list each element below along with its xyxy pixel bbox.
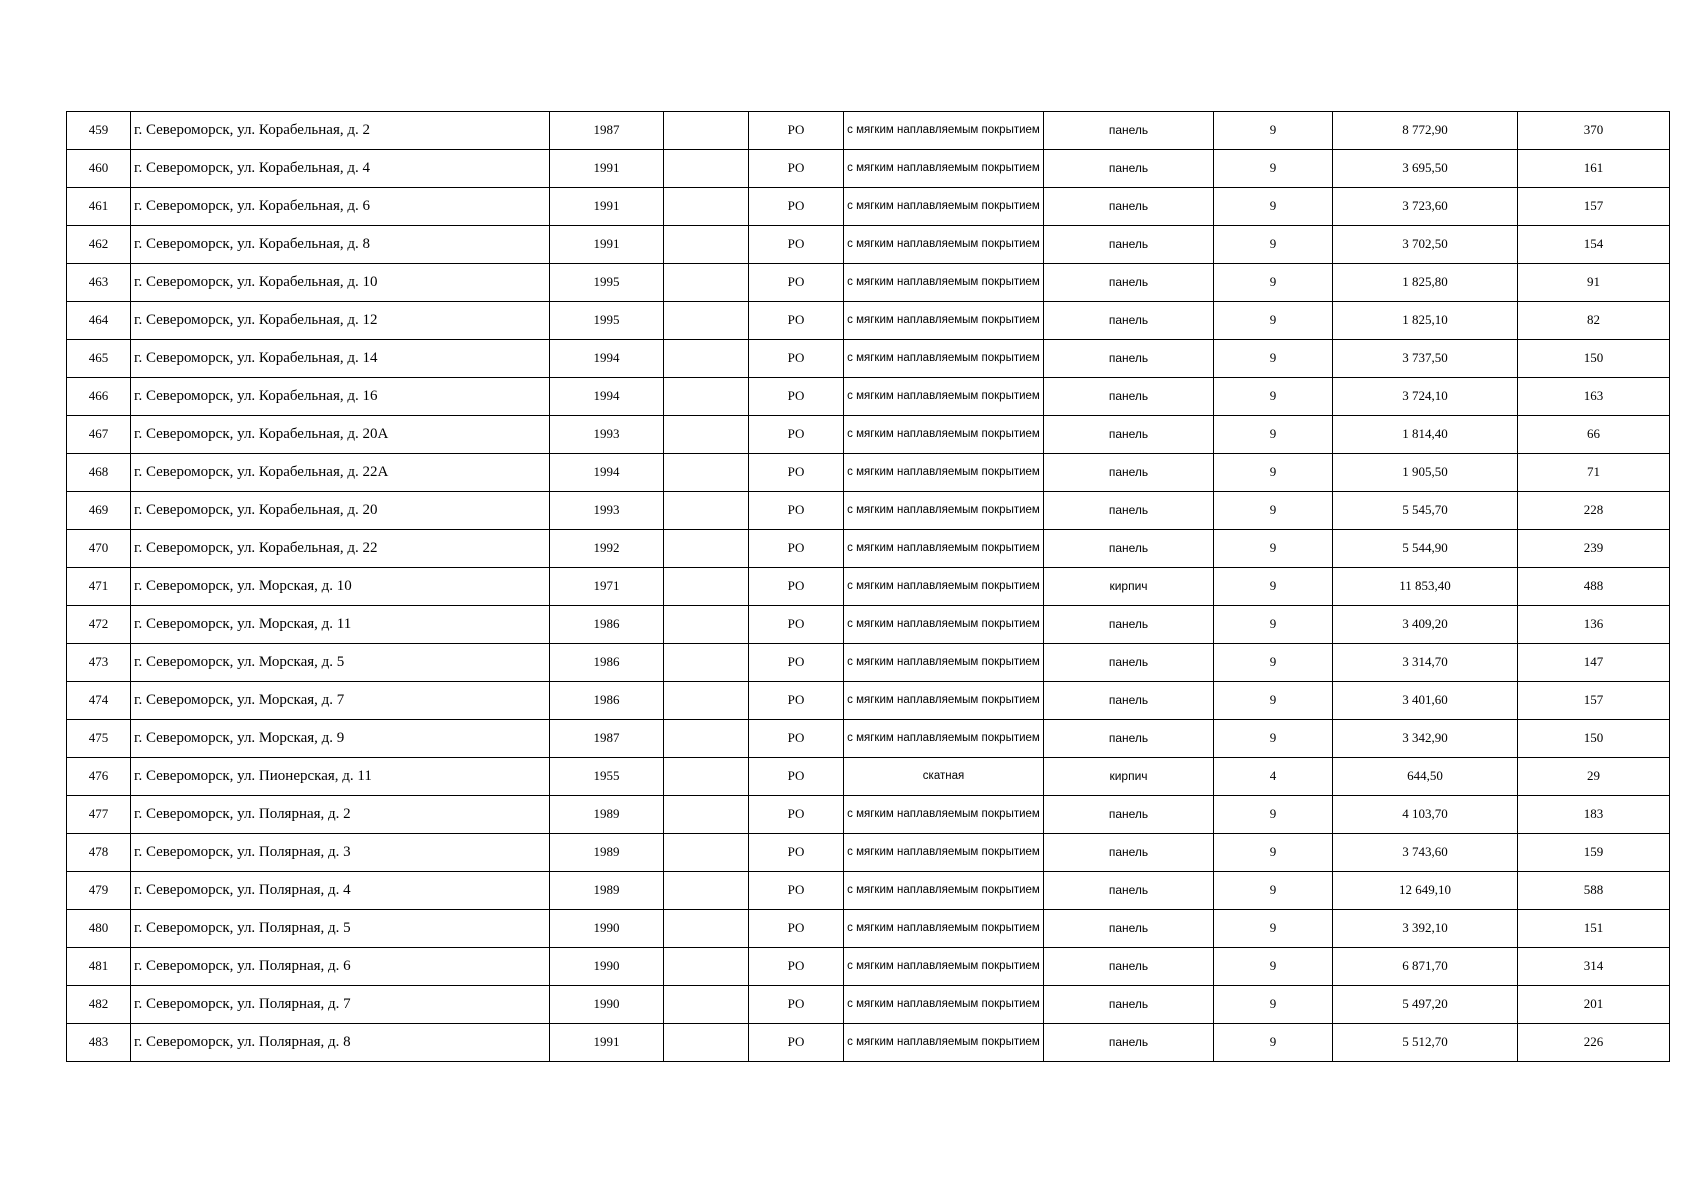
cell-wall-material: панель xyxy=(1044,986,1214,1024)
cell-floors: 9 xyxy=(1214,226,1333,264)
cell-fund: РО xyxy=(749,492,844,530)
cell-year-built: 1990 xyxy=(550,948,664,986)
cell-roof-type: с мягким наплавляемым покрытием xyxy=(844,112,1044,150)
cell-wall-material: панель xyxy=(1044,530,1214,568)
cell-wall-material: панель xyxy=(1044,644,1214,682)
cell-floors: 9 xyxy=(1214,530,1333,568)
cell-residents: 71 xyxy=(1518,454,1670,492)
cell-area: 1 825,80 xyxy=(1333,264,1518,302)
cell-address: г. Североморск, ул. Морская, д. 10 xyxy=(131,568,550,606)
cell-address: г. Североморск, ул. Морская, д. 7 xyxy=(131,682,550,720)
cell-floors: 9 xyxy=(1214,454,1333,492)
cell-floors: 9 xyxy=(1214,378,1333,416)
cell-area: 3 392,10 xyxy=(1333,910,1518,948)
cell-roof-type: с мягким наплавляемым покрытием xyxy=(844,302,1044,340)
cell-area: 11 853,40 xyxy=(1333,568,1518,606)
cell-floors: 9 xyxy=(1214,986,1333,1024)
cell-address: г. Североморск, ул. Корабельная, д. 14 xyxy=(131,340,550,378)
cell-area: 3 342,90 xyxy=(1333,720,1518,758)
cell-floors: 9 xyxy=(1214,910,1333,948)
cell-area: 1 905,50 xyxy=(1333,454,1518,492)
cell-empty xyxy=(664,112,749,150)
cell-residents: 488 xyxy=(1518,568,1670,606)
table-row xyxy=(67,188,1670,226)
cell-fund: РО xyxy=(749,758,844,796)
table-row xyxy=(67,986,1670,1024)
cell-year-built: 1991 xyxy=(550,1024,664,1062)
table-row xyxy=(67,264,1670,302)
cell-residents: 588 xyxy=(1518,872,1670,910)
cell-fund: РО xyxy=(749,226,844,264)
cell-address: г. Североморск, ул. Корабельная, д. 22А xyxy=(131,454,550,492)
cell-area: 5 512,70 xyxy=(1333,1024,1518,1062)
cell-row-number: 465 xyxy=(67,340,131,378)
cell-year-built: 1987 xyxy=(550,112,664,150)
cell-row-number: 463 xyxy=(67,264,131,302)
cell-address: г. Североморск, ул. Полярная, д. 4 xyxy=(131,872,550,910)
cell-residents: 159 xyxy=(1518,834,1670,872)
cell-fund: РО xyxy=(749,454,844,492)
cell-roof-type: с мягким наплавляемым покрытием xyxy=(844,1024,1044,1062)
cell-year-built: 1990 xyxy=(550,986,664,1024)
cell-row-number: 478 xyxy=(67,834,131,872)
cell-empty xyxy=(664,150,749,188)
cell-address: г. Североморск, ул. Корабельная, д. 4 xyxy=(131,150,550,188)
cell-empty xyxy=(664,606,749,644)
cell-wall-material: панель xyxy=(1044,454,1214,492)
cell-empty xyxy=(664,188,749,226)
cell-year-built: 1991 xyxy=(550,150,664,188)
cell-area: 5 544,90 xyxy=(1333,530,1518,568)
cell-residents: 370 xyxy=(1518,112,1670,150)
cell-empty xyxy=(664,378,749,416)
cell-row-number: 460 xyxy=(67,150,131,188)
cell-year-built: 1986 xyxy=(550,606,664,644)
cell-year-built: 1995 xyxy=(550,264,664,302)
cell-row-number: 481 xyxy=(67,948,131,986)
cell-floors: 9 xyxy=(1214,264,1333,302)
cell-address: г. Североморск, ул. Полярная, д. 8 xyxy=(131,1024,550,1062)
cell-fund: РО xyxy=(749,188,844,226)
cell-area: 8 772,90 xyxy=(1333,112,1518,150)
cell-area: 12 649,10 xyxy=(1333,872,1518,910)
cell-roof-type: с мягким наплавляемым покрытием xyxy=(844,188,1044,226)
table-row xyxy=(67,758,1670,796)
cell-fund: РО xyxy=(749,568,844,606)
cell-floors: 9 xyxy=(1214,720,1333,758)
cell-empty xyxy=(664,416,749,454)
cell-area: 644,50 xyxy=(1333,758,1518,796)
cell-empty xyxy=(664,910,749,948)
cell-empty xyxy=(664,302,749,340)
cell-empty xyxy=(664,340,749,378)
table-row xyxy=(67,150,1670,188)
cell-area: 3 314,70 xyxy=(1333,644,1518,682)
cell-floors: 9 xyxy=(1214,302,1333,340)
cell-address: г. Североморск, ул. Корабельная, д. 10 xyxy=(131,264,550,302)
cell-row-number: 473 xyxy=(67,644,131,682)
cell-fund: РО xyxy=(749,112,844,150)
cell-row-number: 466 xyxy=(67,378,131,416)
cell-roof-type: с мягким наплавляемым покрытием xyxy=(844,226,1044,264)
cell-wall-material: панель xyxy=(1044,302,1214,340)
cell-area: 3 695,50 xyxy=(1333,150,1518,188)
cell-row-number: 468 xyxy=(67,454,131,492)
table-row xyxy=(67,910,1670,948)
cell-wall-material: панель xyxy=(1044,226,1214,264)
cell-year-built: 1995 xyxy=(550,302,664,340)
cell-row-number: 479 xyxy=(67,872,131,910)
document-page xyxy=(66,111,1669,1062)
cell-row-number: 476 xyxy=(67,758,131,796)
cell-year-built: 1987 xyxy=(550,720,664,758)
cell-residents: 157 xyxy=(1518,682,1670,720)
cell-address: г. Североморск, ул. Полярная, д. 7 xyxy=(131,986,550,1024)
cell-empty xyxy=(664,264,749,302)
cell-fund: РО xyxy=(749,720,844,758)
cell-address: г. Североморск, ул. Корабельная, д. 12 xyxy=(131,302,550,340)
cell-roof-type: с мягким наплавляемым покрытием xyxy=(844,340,1044,378)
cell-area: 3 737,50 xyxy=(1333,340,1518,378)
cell-year-built: 1989 xyxy=(550,834,664,872)
cell-roof-type: с мягким наплавляемым покрытием xyxy=(844,834,1044,872)
cell-area: 5 497,20 xyxy=(1333,986,1518,1024)
cell-residents: 154 xyxy=(1518,226,1670,264)
cell-address: г. Североморск, ул. Корабельная, д. 6 xyxy=(131,188,550,226)
cell-row-number: 482 xyxy=(67,986,131,1024)
cell-floors: 9 xyxy=(1214,606,1333,644)
cell-year-built: 1993 xyxy=(550,492,664,530)
cell-fund: РО xyxy=(749,378,844,416)
cell-residents: 29 xyxy=(1518,758,1670,796)
cell-floors: 9 xyxy=(1214,188,1333,226)
cell-fund: РО xyxy=(749,948,844,986)
cell-wall-material: панель xyxy=(1044,378,1214,416)
cell-empty xyxy=(664,986,749,1024)
table-row xyxy=(67,1024,1670,1062)
cell-fund: РО xyxy=(749,340,844,378)
table-row xyxy=(67,796,1670,834)
table-row xyxy=(67,226,1670,264)
cell-address: г. Североморск, ул. Корабельная, д. 8 xyxy=(131,226,550,264)
cell-floors: 9 xyxy=(1214,568,1333,606)
cell-fund: РО xyxy=(749,530,844,568)
cell-row-number: 480 xyxy=(67,910,131,948)
table-row xyxy=(67,948,1670,986)
cell-roof-type: с мягким наплавляемым покрытием xyxy=(844,948,1044,986)
cell-area: 3 702,50 xyxy=(1333,226,1518,264)
table-row xyxy=(67,378,1670,416)
cell-row-number: 470 xyxy=(67,530,131,568)
cell-address: г. Североморск, ул. Морская, д. 9 xyxy=(131,720,550,758)
cell-empty xyxy=(664,226,749,264)
cell-area: 1 825,10 xyxy=(1333,302,1518,340)
table-row xyxy=(67,872,1670,910)
cell-floors: 9 xyxy=(1214,340,1333,378)
cell-floors: 9 xyxy=(1214,834,1333,872)
cell-empty xyxy=(664,1024,749,1062)
table-row xyxy=(67,568,1670,606)
cell-row-number: 471 xyxy=(67,568,131,606)
cell-fund: РО xyxy=(749,606,844,644)
cell-roof-type: с мягким наплавляемым покрытием xyxy=(844,910,1044,948)
cell-row-number: 469 xyxy=(67,492,131,530)
cell-fund: РО xyxy=(749,416,844,454)
cell-wall-material: панель xyxy=(1044,796,1214,834)
cell-year-built: 1991 xyxy=(550,226,664,264)
table-row xyxy=(67,454,1670,492)
cell-year-built: 1989 xyxy=(550,796,664,834)
cell-roof-type: с мягким наплавляемым покрытием xyxy=(844,264,1044,302)
cell-row-number: 475 xyxy=(67,720,131,758)
cell-row-number: 477 xyxy=(67,796,131,834)
cell-residents: 91 xyxy=(1518,264,1670,302)
cell-address: г. Североморск, ул. Корабельная, д. 22 xyxy=(131,530,550,568)
cell-empty xyxy=(664,568,749,606)
cell-wall-material: панель xyxy=(1044,606,1214,644)
cell-address: г. Североморск, ул. Морская, д. 11 xyxy=(131,606,550,644)
cell-wall-material: панель xyxy=(1044,416,1214,454)
cell-residents: 147 xyxy=(1518,644,1670,682)
cell-year-built: 1986 xyxy=(550,682,664,720)
cell-address: г. Североморск, ул. Корабельная, д. 20 xyxy=(131,492,550,530)
cell-residents: 183 xyxy=(1518,796,1670,834)
table-row xyxy=(67,606,1670,644)
cell-wall-material: кирпич xyxy=(1044,758,1214,796)
housing-registry-table xyxy=(66,111,1670,1062)
cell-roof-type: с мягким наплавляемым покрытием xyxy=(844,682,1044,720)
table-body xyxy=(67,112,1670,1062)
cell-floors: 9 xyxy=(1214,796,1333,834)
cell-area: 3 401,60 xyxy=(1333,682,1518,720)
cell-wall-material: панель xyxy=(1044,264,1214,302)
cell-area: 5 545,70 xyxy=(1333,492,1518,530)
cell-year-built: 1986 xyxy=(550,644,664,682)
cell-row-number: 483 xyxy=(67,1024,131,1062)
table-row xyxy=(67,302,1670,340)
cell-area: 3 409,20 xyxy=(1333,606,1518,644)
cell-wall-material: панель xyxy=(1044,188,1214,226)
cell-empty xyxy=(664,454,749,492)
cell-row-number: 474 xyxy=(67,682,131,720)
cell-address: г. Североморск, ул. Полярная, д. 6 xyxy=(131,948,550,986)
cell-year-built: 1992 xyxy=(550,530,664,568)
cell-floors: 9 xyxy=(1214,682,1333,720)
cell-address: г. Североморск, ул. Пионерская, д. 11 xyxy=(131,758,550,796)
cell-roof-type: с мягким наплавляемым покрытием xyxy=(844,606,1044,644)
cell-empty xyxy=(664,834,749,872)
cell-floors: 9 xyxy=(1214,644,1333,682)
cell-residents: 82 xyxy=(1518,302,1670,340)
cell-residents: 201 xyxy=(1518,986,1670,1024)
cell-address: г. Североморск, ул. Полярная, д. 3 xyxy=(131,834,550,872)
cell-wall-material: панель xyxy=(1044,492,1214,530)
table-row xyxy=(67,644,1670,682)
cell-wall-material: панель xyxy=(1044,948,1214,986)
cell-row-number: 459 xyxy=(67,112,131,150)
table-row xyxy=(67,682,1670,720)
cell-wall-material: кирпич xyxy=(1044,568,1214,606)
cell-empty xyxy=(664,948,749,986)
cell-floors: 9 xyxy=(1214,112,1333,150)
cell-roof-type: с мягким наплавляемым покрытием xyxy=(844,720,1044,758)
cell-wall-material: панель xyxy=(1044,682,1214,720)
cell-fund: РО xyxy=(749,1024,844,1062)
cell-year-built: 1990 xyxy=(550,910,664,948)
cell-year-built: 1991 xyxy=(550,188,664,226)
cell-fund: РО xyxy=(749,264,844,302)
cell-address: г. Североморск, ул. Морская, д. 5 xyxy=(131,644,550,682)
cell-floors: 9 xyxy=(1214,150,1333,188)
cell-wall-material: панель xyxy=(1044,872,1214,910)
table-row xyxy=(67,340,1670,378)
cell-empty xyxy=(664,682,749,720)
cell-floors: 9 xyxy=(1214,872,1333,910)
cell-address: г. Североморск, ул. Полярная, д. 2 xyxy=(131,796,550,834)
cell-roof-type: с мягким наплавляемым покрытием xyxy=(844,796,1044,834)
cell-residents: 163 xyxy=(1518,378,1670,416)
table-row xyxy=(67,834,1670,872)
cell-address: г. Североморск, ул. Полярная, д. 5 xyxy=(131,910,550,948)
cell-fund: РО xyxy=(749,150,844,188)
cell-roof-type: с мягким наплавляемым покрытием xyxy=(844,568,1044,606)
cell-residents: 136 xyxy=(1518,606,1670,644)
cell-fund: РО xyxy=(749,834,844,872)
cell-residents: 151 xyxy=(1518,910,1670,948)
cell-fund: РО xyxy=(749,644,844,682)
cell-empty xyxy=(664,872,749,910)
cell-residents: 239 xyxy=(1518,530,1670,568)
cell-roof-type: с мягким наплавляемым покрытием xyxy=(844,150,1044,188)
cell-year-built: 1994 xyxy=(550,340,664,378)
cell-wall-material: панель xyxy=(1044,834,1214,872)
cell-area: 6 871,70 xyxy=(1333,948,1518,986)
cell-area: 3 743,60 xyxy=(1333,834,1518,872)
cell-row-number: 472 xyxy=(67,606,131,644)
cell-roof-type: с мягким наплавляемым покрытием xyxy=(844,454,1044,492)
cell-residents: 161 xyxy=(1518,150,1670,188)
cell-residents: 314 xyxy=(1518,948,1670,986)
cell-address: г. Североморск, ул. Корабельная, д. 20А xyxy=(131,416,550,454)
cell-area: 1 814,40 xyxy=(1333,416,1518,454)
cell-address: г. Североморск, ул. Корабельная, д. 2 xyxy=(131,112,550,150)
cell-floors: 9 xyxy=(1214,948,1333,986)
cell-roof-type: с мягким наплавляемым покрытием xyxy=(844,378,1044,416)
cell-wall-material: панель xyxy=(1044,1024,1214,1062)
cell-row-number: 467 xyxy=(67,416,131,454)
cell-residents: 150 xyxy=(1518,340,1670,378)
cell-row-number: 464 xyxy=(67,302,131,340)
cell-area: 3 724,10 xyxy=(1333,378,1518,416)
table-row xyxy=(67,492,1670,530)
cell-area: 3 723,60 xyxy=(1333,188,1518,226)
cell-fund: РО xyxy=(749,682,844,720)
cell-residents: 66 xyxy=(1518,416,1670,454)
table-row xyxy=(67,112,1670,150)
cell-fund: РО xyxy=(749,872,844,910)
cell-roof-type: с мягким наплавляемым покрытием xyxy=(844,644,1044,682)
cell-year-built: 1994 xyxy=(550,378,664,416)
cell-empty xyxy=(664,758,749,796)
table-row xyxy=(67,720,1670,758)
cell-residents: 228 xyxy=(1518,492,1670,530)
cell-year-built: 1993 xyxy=(550,416,664,454)
cell-fund: РО xyxy=(749,302,844,340)
cell-residents: 226 xyxy=(1518,1024,1670,1062)
cell-empty xyxy=(664,644,749,682)
cell-floors: 9 xyxy=(1214,492,1333,530)
cell-empty xyxy=(664,796,749,834)
cell-empty xyxy=(664,492,749,530)
cell-floors: 9 xyxy=(1214,1024,1333,1062)
cell-empty xyxy=(664,530,749,568)
cell-roof-type: скатная xyxy=(844,758,1044,796)
cell-wall-material: панель xyxy=(1044,910,1214,948)
cell-wall-material: панель xyxy=(1044,720,1214,758)
cell-floors: 9 xyxy=(1214,416,1333,454)
table-row xyxy=(67,530,1670,568)
cell-wall-material: панель xyxy=(1044,112,1214,150)
cell-wall-material: панель xyxy=(1044,340,1214,378)
cell-year-built: 1989 xyxy=(550,872,664,910)
cell-roof-type: с мягким наплавляемым покрытием xyxy=(844,530,1044,568)
cell-year-built: 1994 xyxy=(550,454,664,492)
cell-residents: 157 xyxy=(1518,188,1670,226)
cell-roof-type: с мягким наплавляемым покрытием xyxy=(844,872,1044,910)
cell-year-built: 1971 xyxy=(550,568,664,606)
cell-address: г. Североморск, ул. Корабельная, д. 16 xyxy=(131,378,550,416)
cell-roof-type: с мягким наплавляемым покрытием xyxy=(844,492,1044,530)
cell-year-built: 1955 xyxy=(550,758,664,796)
cell-fund: РО xyxy=(749,986,844,1024)
table-row xyxy=(67,416,1670,454)
cell-wall-material: панель xyxy=(1044,150,1214,188)
cell-residents: 150 xyxy=(1518,720,1670,758)
cell-area: 4 103,70 xyxy=(1333,796,1518,834)
cell-empty xyxy=(664,720,749,758)
cell-floors: 4 xyxy=(1214,758,1333,796)
cell-roof-type: с мягким наплавляемым покрытием xyxy=(844,986,1044,1024)
cell-fund: РО xyxy=(749,796,844,834)
cell-row-number: 461 xyxy=(67,188,131,226)
cell-row-number: 462 xyxy=(67,226,131,264)
cell-roof-type: с мягким наплавляемым покрытием xyxy=(844,416,1044,454)
cell-fund: РО xyxy=(749,910,844,948)
